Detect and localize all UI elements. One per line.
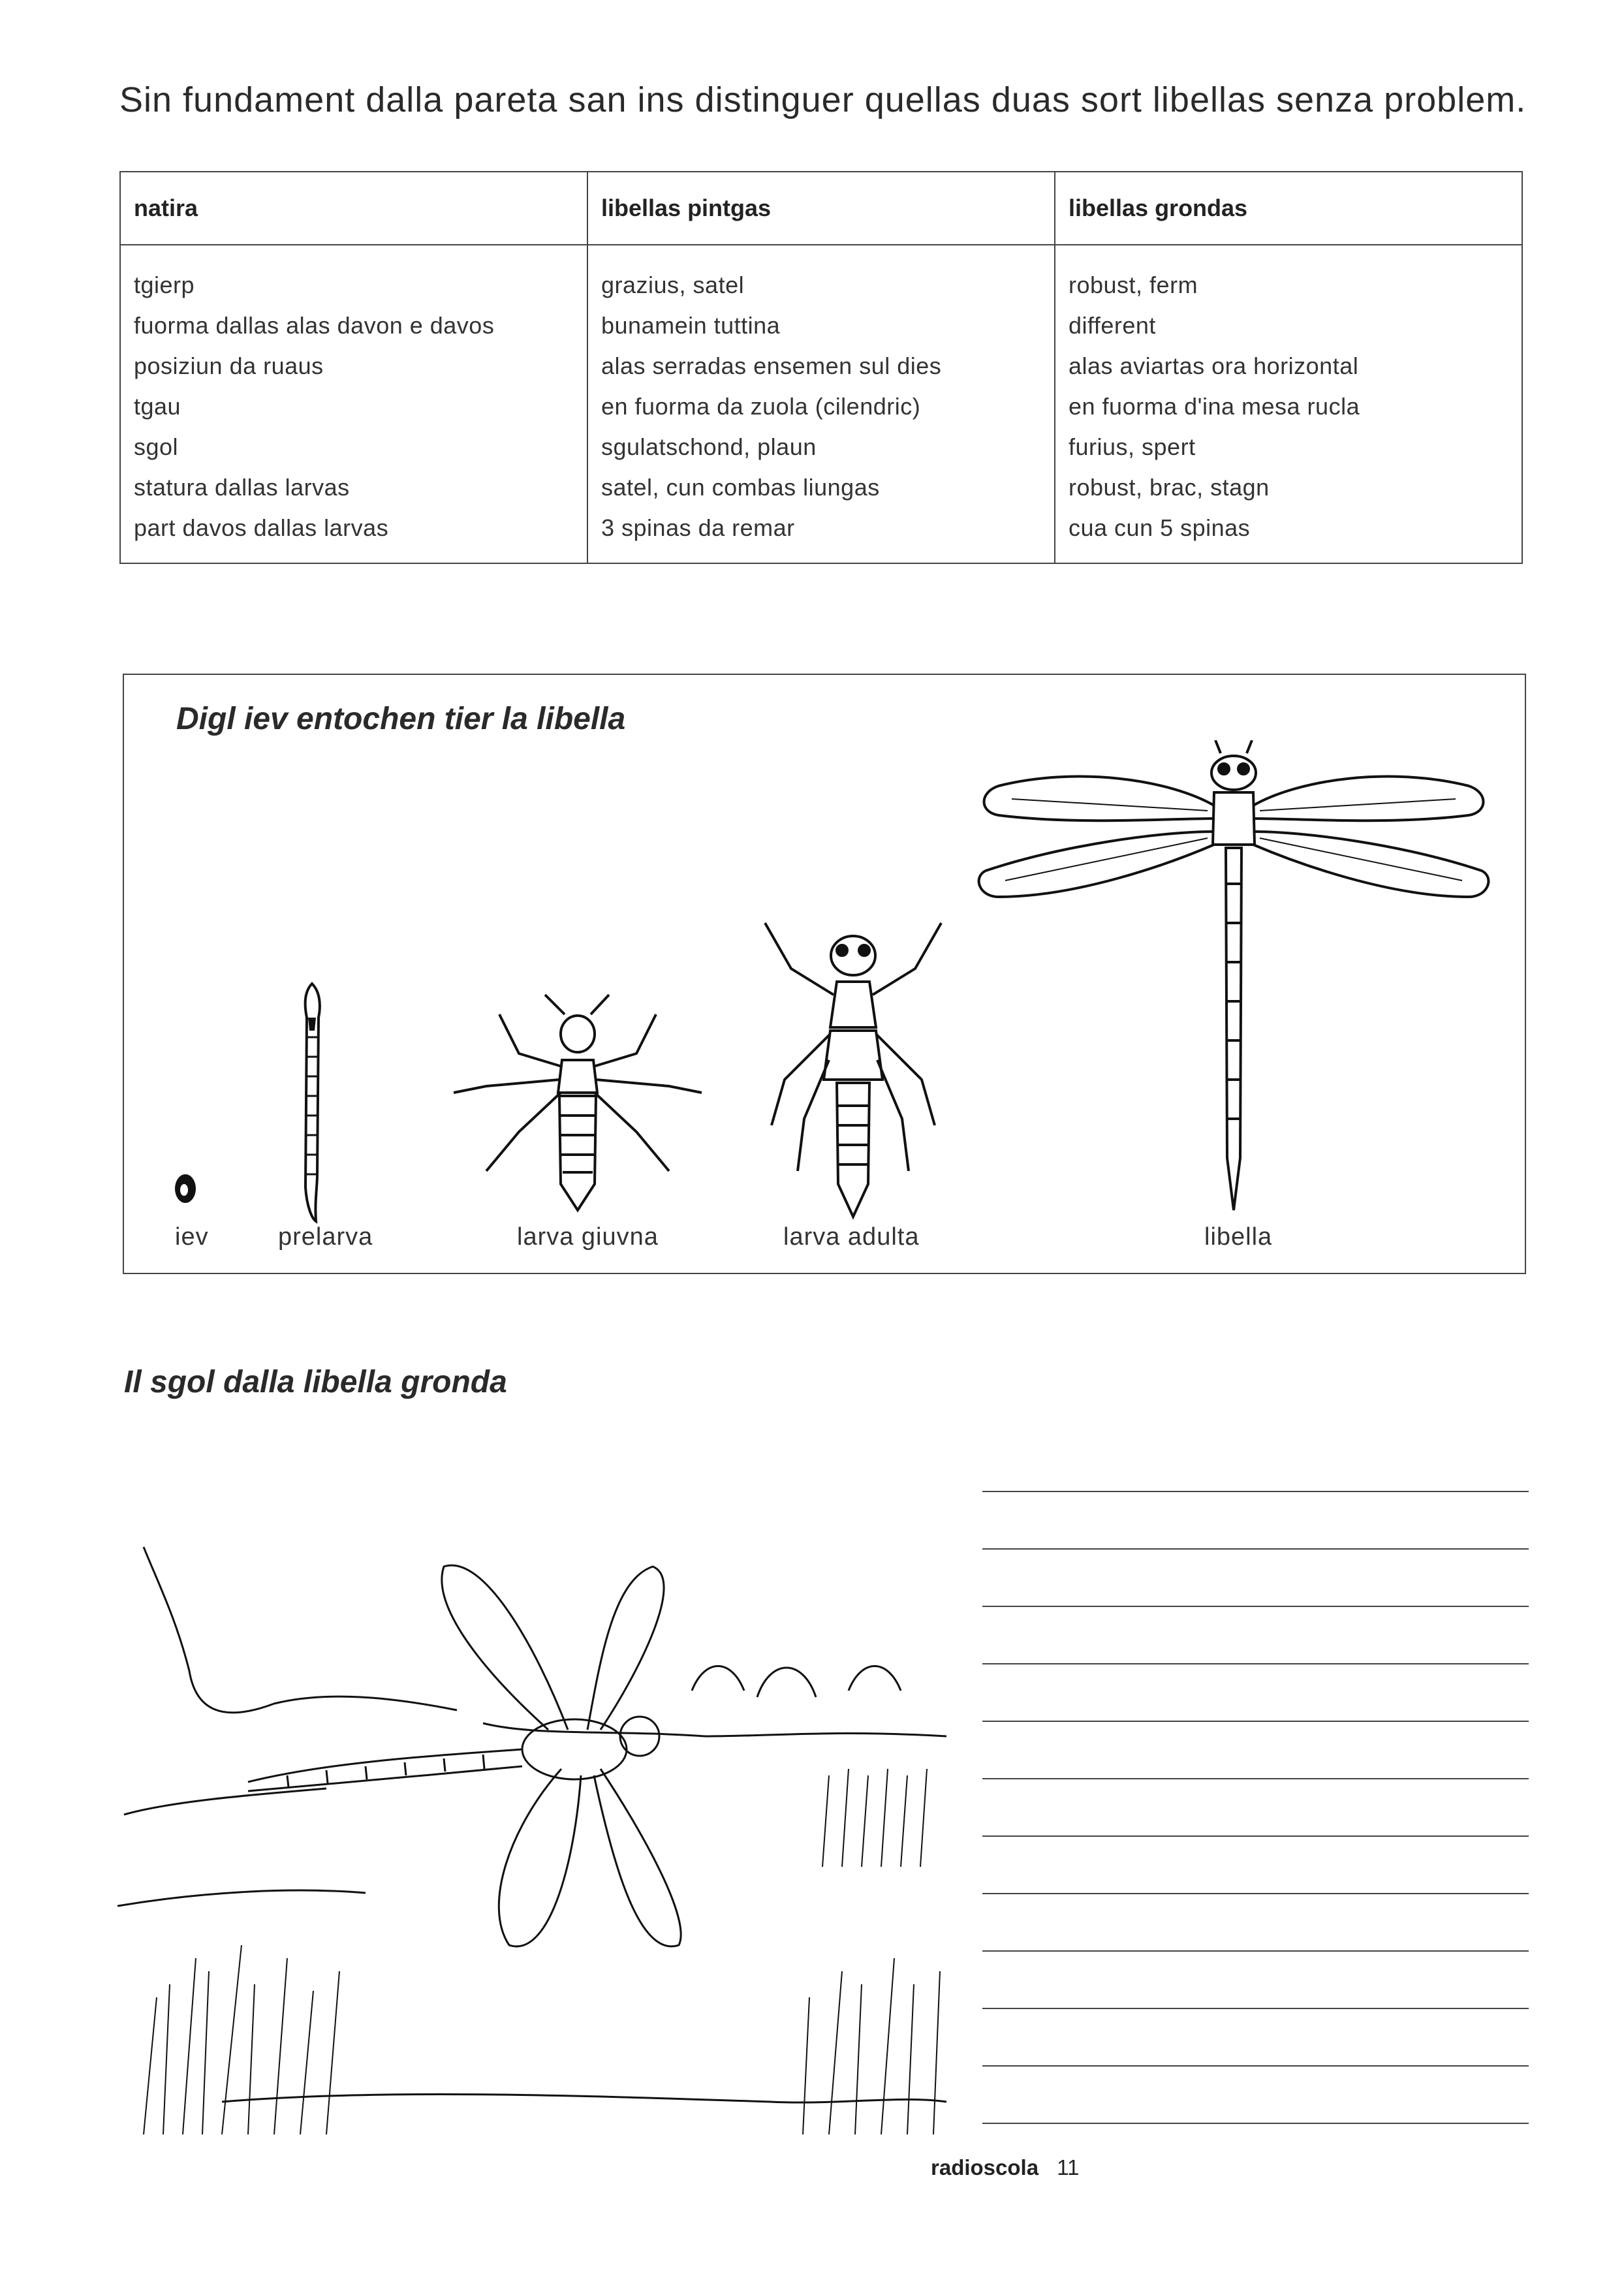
table-cell: sgol — [134, 433, 179, 460]
prelarva-illustration — [292, 978, 332, 1226]
writing-line[interactable] — [982, 1778, 1529, 1779]
table-cell: furius, spert — [1069, 433, 1196, 460]
table-cell: part davos dallas larvas — [134, 514, 389, 541]
table-cell: statura dallas larvas — [134, 474, 350, 501]
header-libellas-pintgas: libellas pintgas — [587, 172, 1055, 245]
writing-line[interactable] — [982, 2008, 1529, 2009]
table-body-row — [120, 245, 1522, 563]
writing-line[interactable] — [982, 2123, 1529, 2124]
table-cell: robust, brac, stagn — [1069, 474, 1270, 501]
writing-line[interactable] — [982, 1606, 1529, 1607]
table-cell: different — [1069, 312, 1156, 339]
column-libellas-grondas — [1055, 245, 1522, 563]
table-cell: en fuorma d'ina mesa rucla — [1069, 393, 1360, 420]
writing-line[interactable] — [982, 1548, 1529, 1550]
adult-larva-illustration — [745, 910, 961, 1230]
writing-line[interactable] — [982, 1491, 1529, 1492]
table-cell: alas aviartas ora horizontal — [1069, 352, 1359, 379]
table-cell: sgulatschond, plaun — [601, 433, 817, 460]
lifecycle-box — [123, 674, 1526, 1274]
pond-scene-illustration — [117, 1540, 953, 2141]
footer-brand: radioscola — [931, 2155, 1039, 2179]
page-footer — [931, 2155, 1079, 2180]
writing-line[interactable] — [982, 2065, 1529, 2067]
header-libellas-grondas: libellas grondas — [1055, 172, 1522, 245]
flight-title: Il sgol dalla libella gronda — [124, 1365, 507, 1399]
stage-label-prelarva: prelarva — [278, 1223, 373, 1251]
writing-line[interactable] — [982, 1950, 1529, 1952]
table-cell: posiziun da ruaus — [134, 352, 324, 379]
table-cell: cua cun 5 spinas — [1069, 514, 1251, 541]
young-larva-illustration — [447, 988, 708, 1223]
page-number: 11 — [1057, 2155, 1080, 2179]
writing-line[interactable] — [982, 1835, 1529, 1837]
stage-label-young-larva: larva giuvna — [517, 1223, 659, 1251]
table-cell: en fuorma da zuola (cilendric) — [601, 393, 921, 420]
table-cell: tgau — [134, 393, 181, 420]
table-cell: alas serradas ensemen sul dies — [601, 352, 942, 379]
writing-line[interactable] — [982, 1721, 1529, 1722]
writing-line[interactable] — [982, 1893, 1529, 1894]
stage-label-adult-larva: larva adulta — [783, 1223, 920, 1251]
table-cell: fuorma dallas alas davon e davos — [134, 312, 495, 339]
writing-line[interactable] — [982, 1663, 1529, 1664]
table-cell: 3 spinas da remar — [601, 514, 795, 541]
header-natira: natira — [120, 172, 587, 245]
lifecycle-title: Digl iev entochen tier la libella — [176, 702, 626, 736]
dragonfly-illustration — [973, 740, 1495, 1217]
table-cell: bunamein tuttina — [601, 312, 781, 339]
egg-illustration — [171, 1168, 200, 1207]
table-header-row — [120, 172, 1522, 245]
column-libellas-pintgas — [587, 245, 1055, 563]
stage-label-egg: iev — [175, 1223, 209, 1251]
table-cell: robust, ferm — [1069, 272, 1198, 298]
stage-label-dragonfly: libella — [1204, 1223, 1273, 1251]
comparison-table — [119, 171, 1523, 564]
intro-text: Sin fundament dalla pareta san ins distinguer quellas duas sort libellas senza problem. — [119, 80, 1527, 119]
table-cell: tgierp — [134, 272, 195, 298]
table-cell: satel, cun combas liungas — [601, 474, 880, 501]
column-natira — [120, 245, 587, 563]
table-cell: grazius, satel — [601, 272, 745, 298]
